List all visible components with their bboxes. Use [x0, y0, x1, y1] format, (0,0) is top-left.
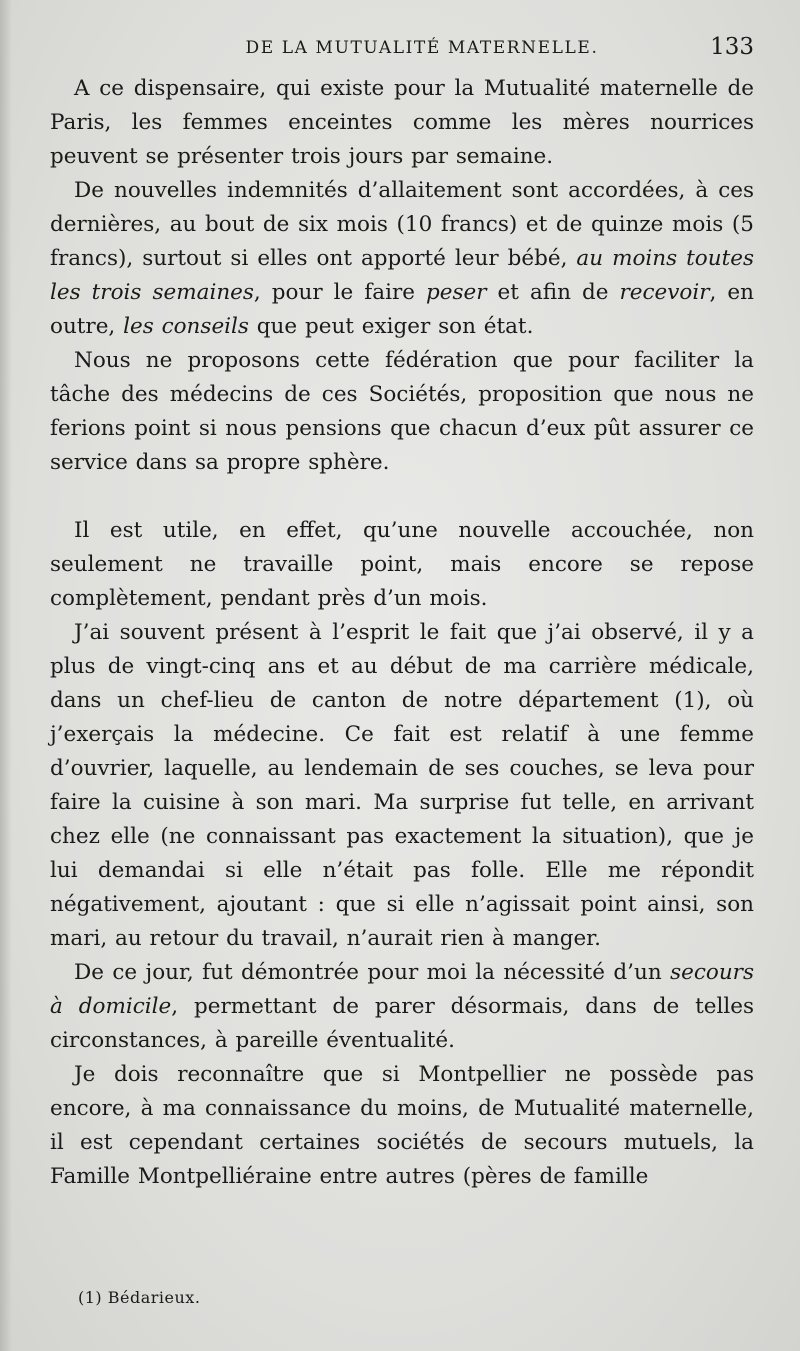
body-text — [50, 72, 754, 1194]
footnote: (1) Bédarieux. — [78, 1288, 201, 1307]
paragraph-text: Il est utile, en effet, qu’une nouvelle accouchée, non seulement ne travaille point, mais encore se repose complètement, pendant près d’un mois. — [50, 518, 754, 611]
italic-phrase: les conseils — [123, 314, 249, 339]
italic-phrase: au moins toutes les trois semaines — [50, 246, 754, 305]
paragraph-indemnities — [50, 174, 754, 344]
paragraph-anecdote — [50, 616, 754, 956]
running-header — [50, 30, 754, 72]
running-title: DE LA MUTUALITÉ MATERNELLE. — [245, 38, 599, 58]
paragraph-text: Je dois reconnaître que si Montpellier ne possède pas encore, à ma connaissance du moins, de Mutualité maternelle, il est cependant certaines sociétés de secours mutuels, la Famille Montpelliéraine entre autres (pères de famille — [50, 1062, 754, 1189]
italic-phrase: secours à domicile — [50, 960, 754, 1019]
paragraph-text: De nouvelles indemnités d’allaitement sont accordées, à ces dernières, au bout de six mois (10 francs) et de quinze mois (5 francs), surtout si elles ont apporté leur bébé, — [50, 178, 754, 271]
paragraph-text: , en outre, — [50, 280, 754, 339]
page-number: 133 — [710, 34, 754, 60]
italic-phrase: recevoir — [619, 280, 710, 305]
italic-phrase: peser — [425, 280, 487, 305]
paragraph-text: Nous ne proposons cette fédération que pour faciliter la tâche des médecins de ces Sociétés, proposition que nous ne ferions point si nous pensions que chacun d’eux pût assurer ce service dans sa propre sphère. — [50, 348, 754, 475]
paragraph-rest — [50, 514, 754, 616]
paragraph-text: et afin de — [486, 280, 620, 305]
paragraph-text: , permettant de parer désormais, dans de telles circonstances, à pareille éventualité. — [50, 994, 754, 1053]
paragraph-federation — [50, 344, 754, 480]
paragraph-dispensary — [50, 72, 754, 174]
paragraph-text: J’ai souvent présent à l’esprit le fait que j’ai observé, il y a plus de vingt-cinq ans et au début de ma carrière médicale, dans un chef-lieu de canton de notre département (1), où j’exerçais la médecine. Ce fait est relatif à une femme d’ouvrier, laquelle, au lendemain de ses couches, se leva pour faire la cuisine à son mari. Ma surprise fut telle, en arrivant chez elle (ne connaissant pas exactement la situation), que je lui demandai si elle n’était pas folle. Elle me répondit négativement, ajoutant : que si elle n’agissait point ainsi, son mari, au retour du travail, n’aurait rien à manger. — [50, 620, 754, 951]
paragraph-montpellier — [50, 1058, 754, 1194]
paragraph-text: , pour le faire — [253, 280, 426, 305]
paragraph-text: De ce jour, fut démontrée pour moi la nécessité d’un — [74, 960, 671, 985]
paragraph-text: A ce dispensaire, qui existe pour la Mutualité maternelle de Paris, les femmes enceintes comme les mères nourrices peuvent se présenter trois jours par semaine. — [50, 76, 754, 169]
paragraph-text: que peut exiger son état. — [248, 314, 534, 339]
paragraph-home-aid — [50, 956, 754, 1058]
